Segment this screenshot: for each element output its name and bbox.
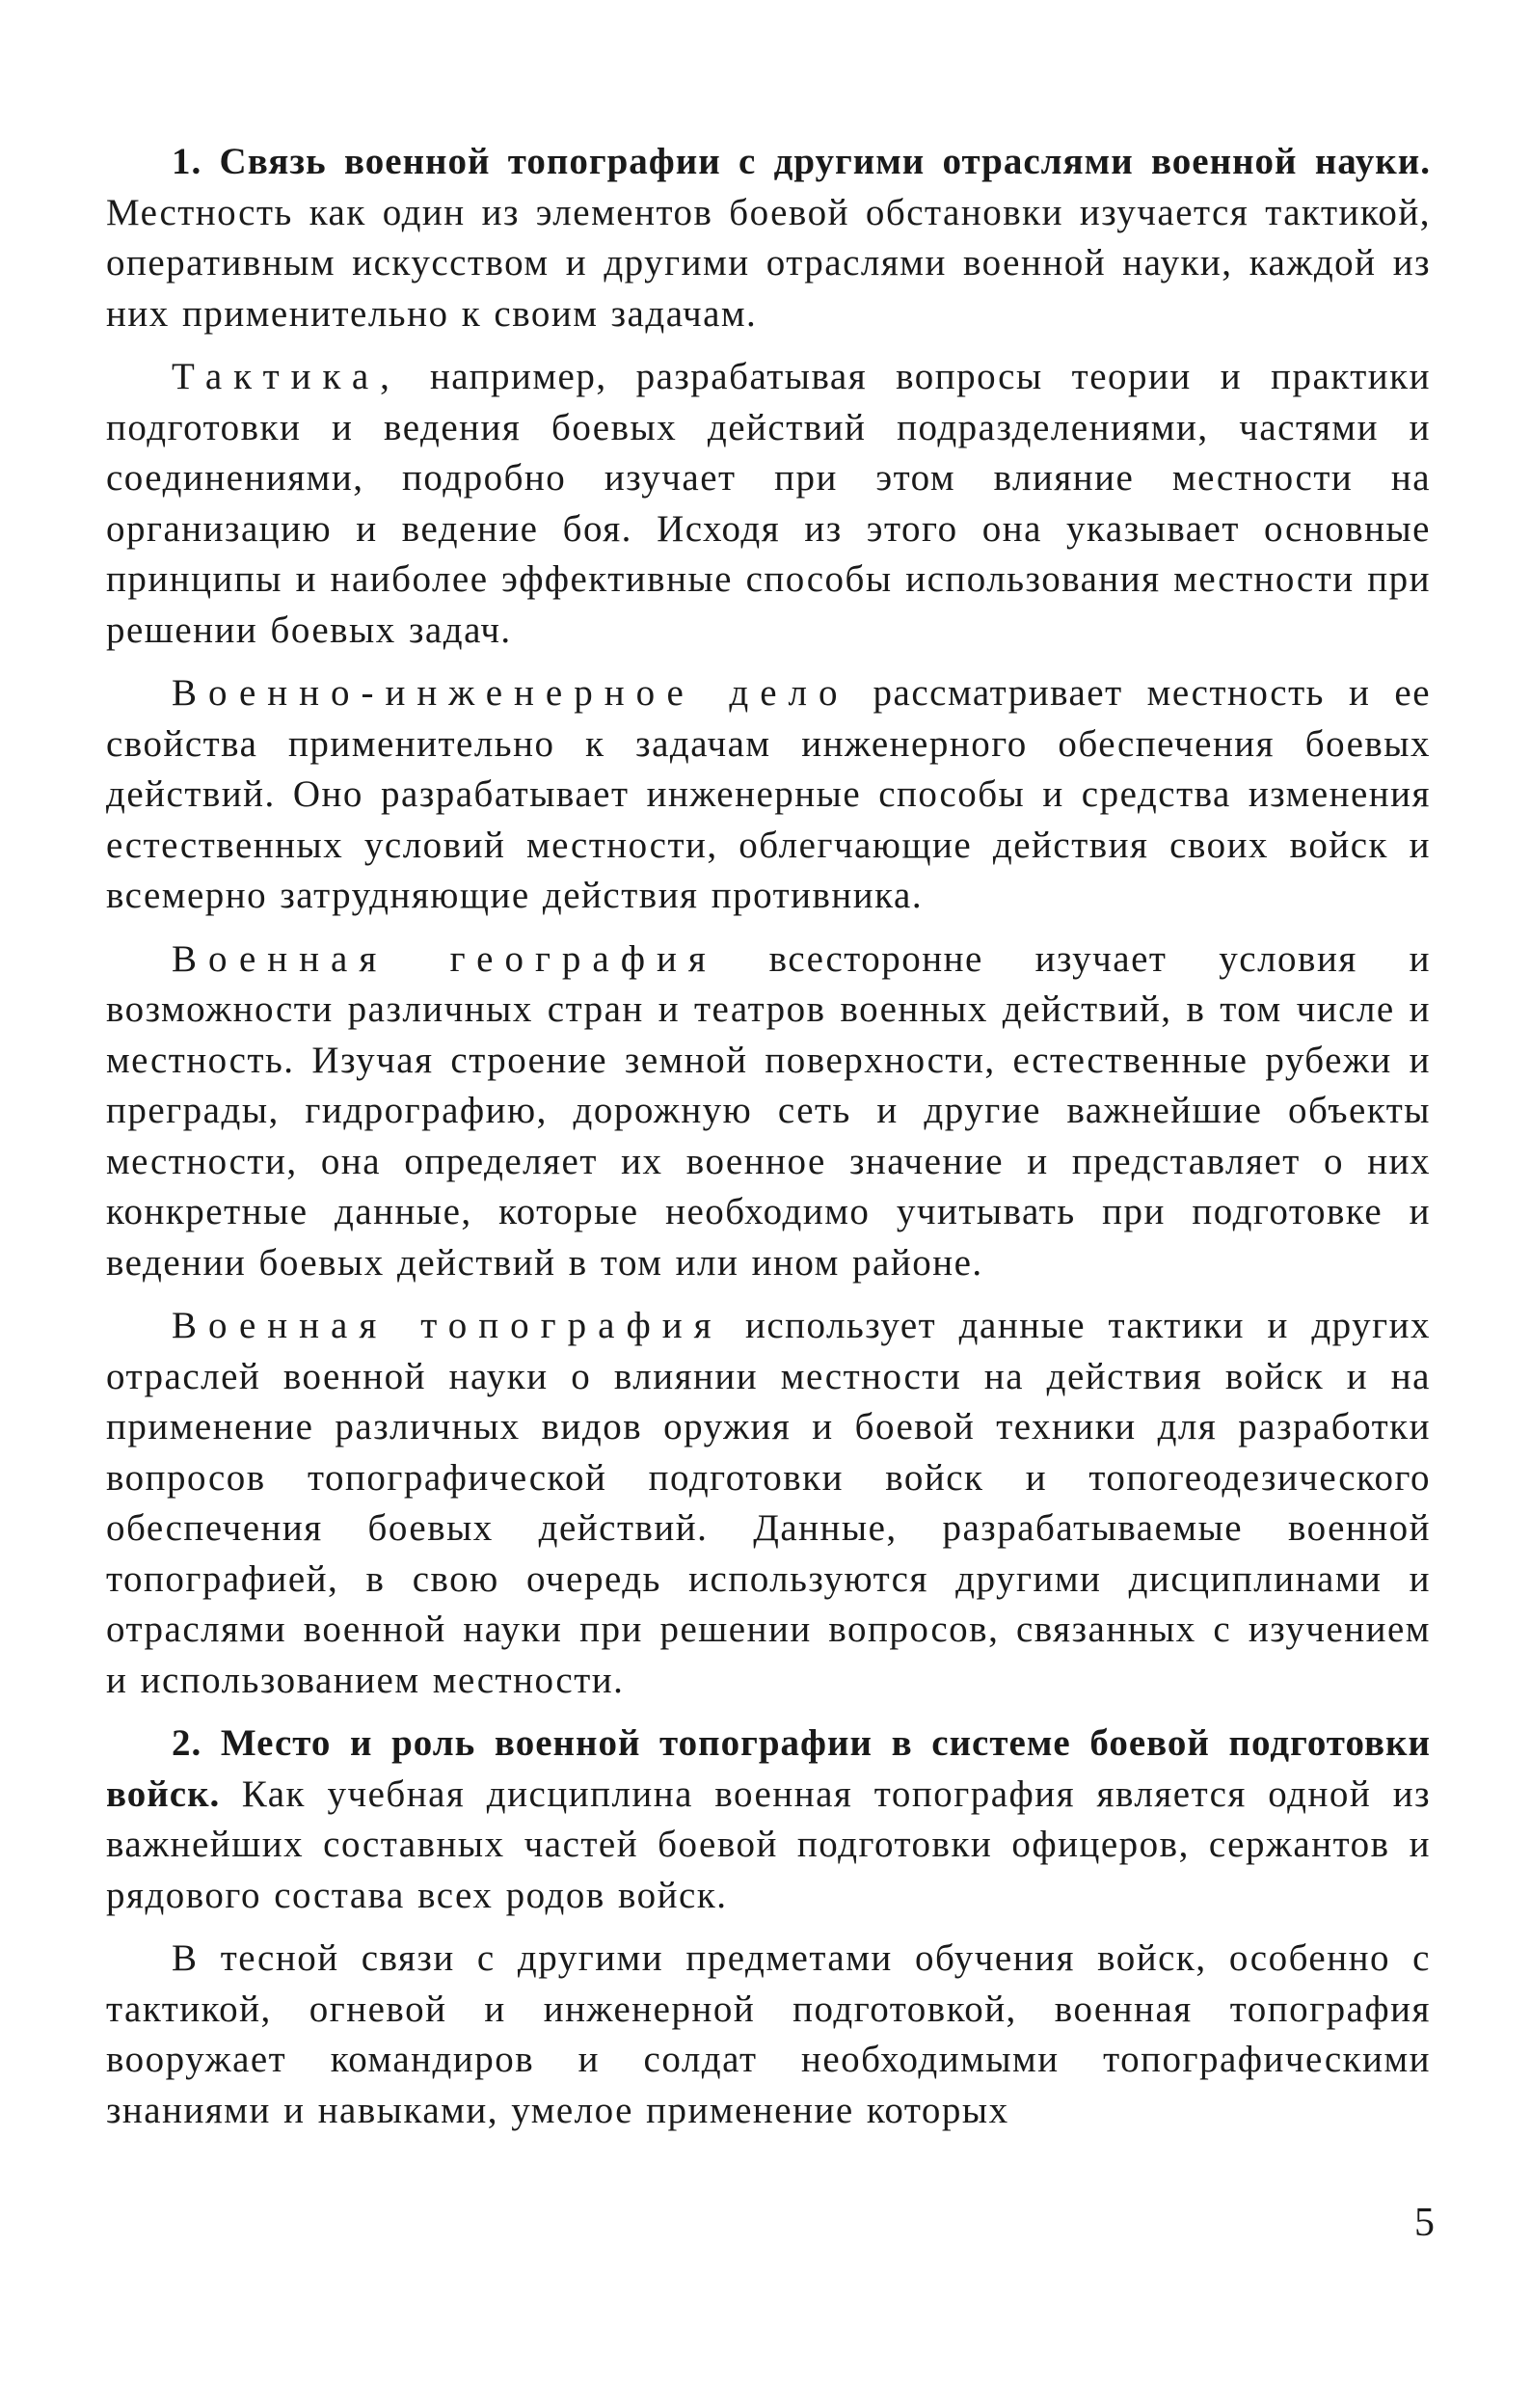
paragraph-4-text: всесторонне изучает условия и возможности различных стран и театров военных действий, в том числе и местность. Изучая строение земной поверхности, естественные рубежи и преграды, гидрографию, дорожную сеть и другие важнейшие объекты местности, она определяет их военное значение и представляет о них конкретные данные, которые необходимо учитывать при подготовке и ведении боевых действий в том или ином районе.: [106, 937, 1432, 1284]
term-tactics: Тактика,: [172, 356, 401, 397]
page-number: 5: [1414, 2201, 1435, 2245]
section-heading-2: 2. Место и роль военной топографии в системе боевой подготовки войск.: [106, 1722, 1431, 1815]
paragraph-5-text: использует данные тактики и других отраслей военной науки о влиянии местности на действия войск и на применение различных видов оружия и боевой техники для разработки вопросов топографической подготовки войск и топогеодезического обеспечения боевых действий. Данные, разрабатываемые военной топографией, в свою очередь используются другими дисциплинами и отраслями военной науки при решении вопросов, связанных с изучением и использованием местности.: [106, 1305, 1432, 1701]
paragraph-5: [106, 1301, 1431, 1706]
paragraph-7: [106, 1934, 1431, 2136]
paragraph-3-text: рассматривает местность и ее свойства применительно к задачам инженерного обеспечения боевых действий. Оно разрабатывает инженерные способы и средства изменения естественных условий местности, облегчающие действия своих войск и всемерно затрудняющие действия противника.: [106, 672, 1431, 916]
term-military-geography: Военная география: [172, 937, 717, 980]
paragraph-1-text: Местность как один из элементов боевой обстановки изучается тактикой, оперативным искусством и другими отраслями военной науки, каждой из них применительно к своим задачам.: [106, 191, 1431, 335]
term-military-engineering: Военно-инженерное дело: [172, 672, 849, 714]
paragraph-1: [106, 137, 1431, 339]
paragraph-3: [106, 668, 1431, 922]
paragraph-4: [106, 934, 1431, 1289]
paragraph-6-text: Как учебная дисциплина военная топография является одной из важнейших составных частей боевой подготовки офицеров, сержантов и рядового состава всех родов войск.: [106, 1772, 1431, 1916]
paragraph-2-text: например, разрабатывая вопросы теории и практики подготовки и ведения боевых действий подразделениями, частями и соединениями, подробно изучает при этом влияние местности на организацию и ведение боя. Исходя из этого она указывает основные принципы и наиболее эффективные способы использования местности при решении боевых задач.: [106, 356, 1431, 651]
term-military-topography: Военная топография: [172, 1305, 723, 1346]
section-heading-1: 1. Связь военной топографии с другими отраслями военной науки.: [172, 141, 1431, 182]
paragraph-2: [106, 352, 1431, 656]
paragraph-7-text: В тесной связи с другими предметами обучения войск, особенно с тактикой, огневой и инженерной подготовкой, военная топография вооружает командиров и солдат необходимыми топографическими знаниями и навыками, умелое применение которых: [106, 1937, 1431, 2131]
paragraph-6: [106, 1718, 1431, 1921]
page-body: [106, 137, 1431, 2149]
